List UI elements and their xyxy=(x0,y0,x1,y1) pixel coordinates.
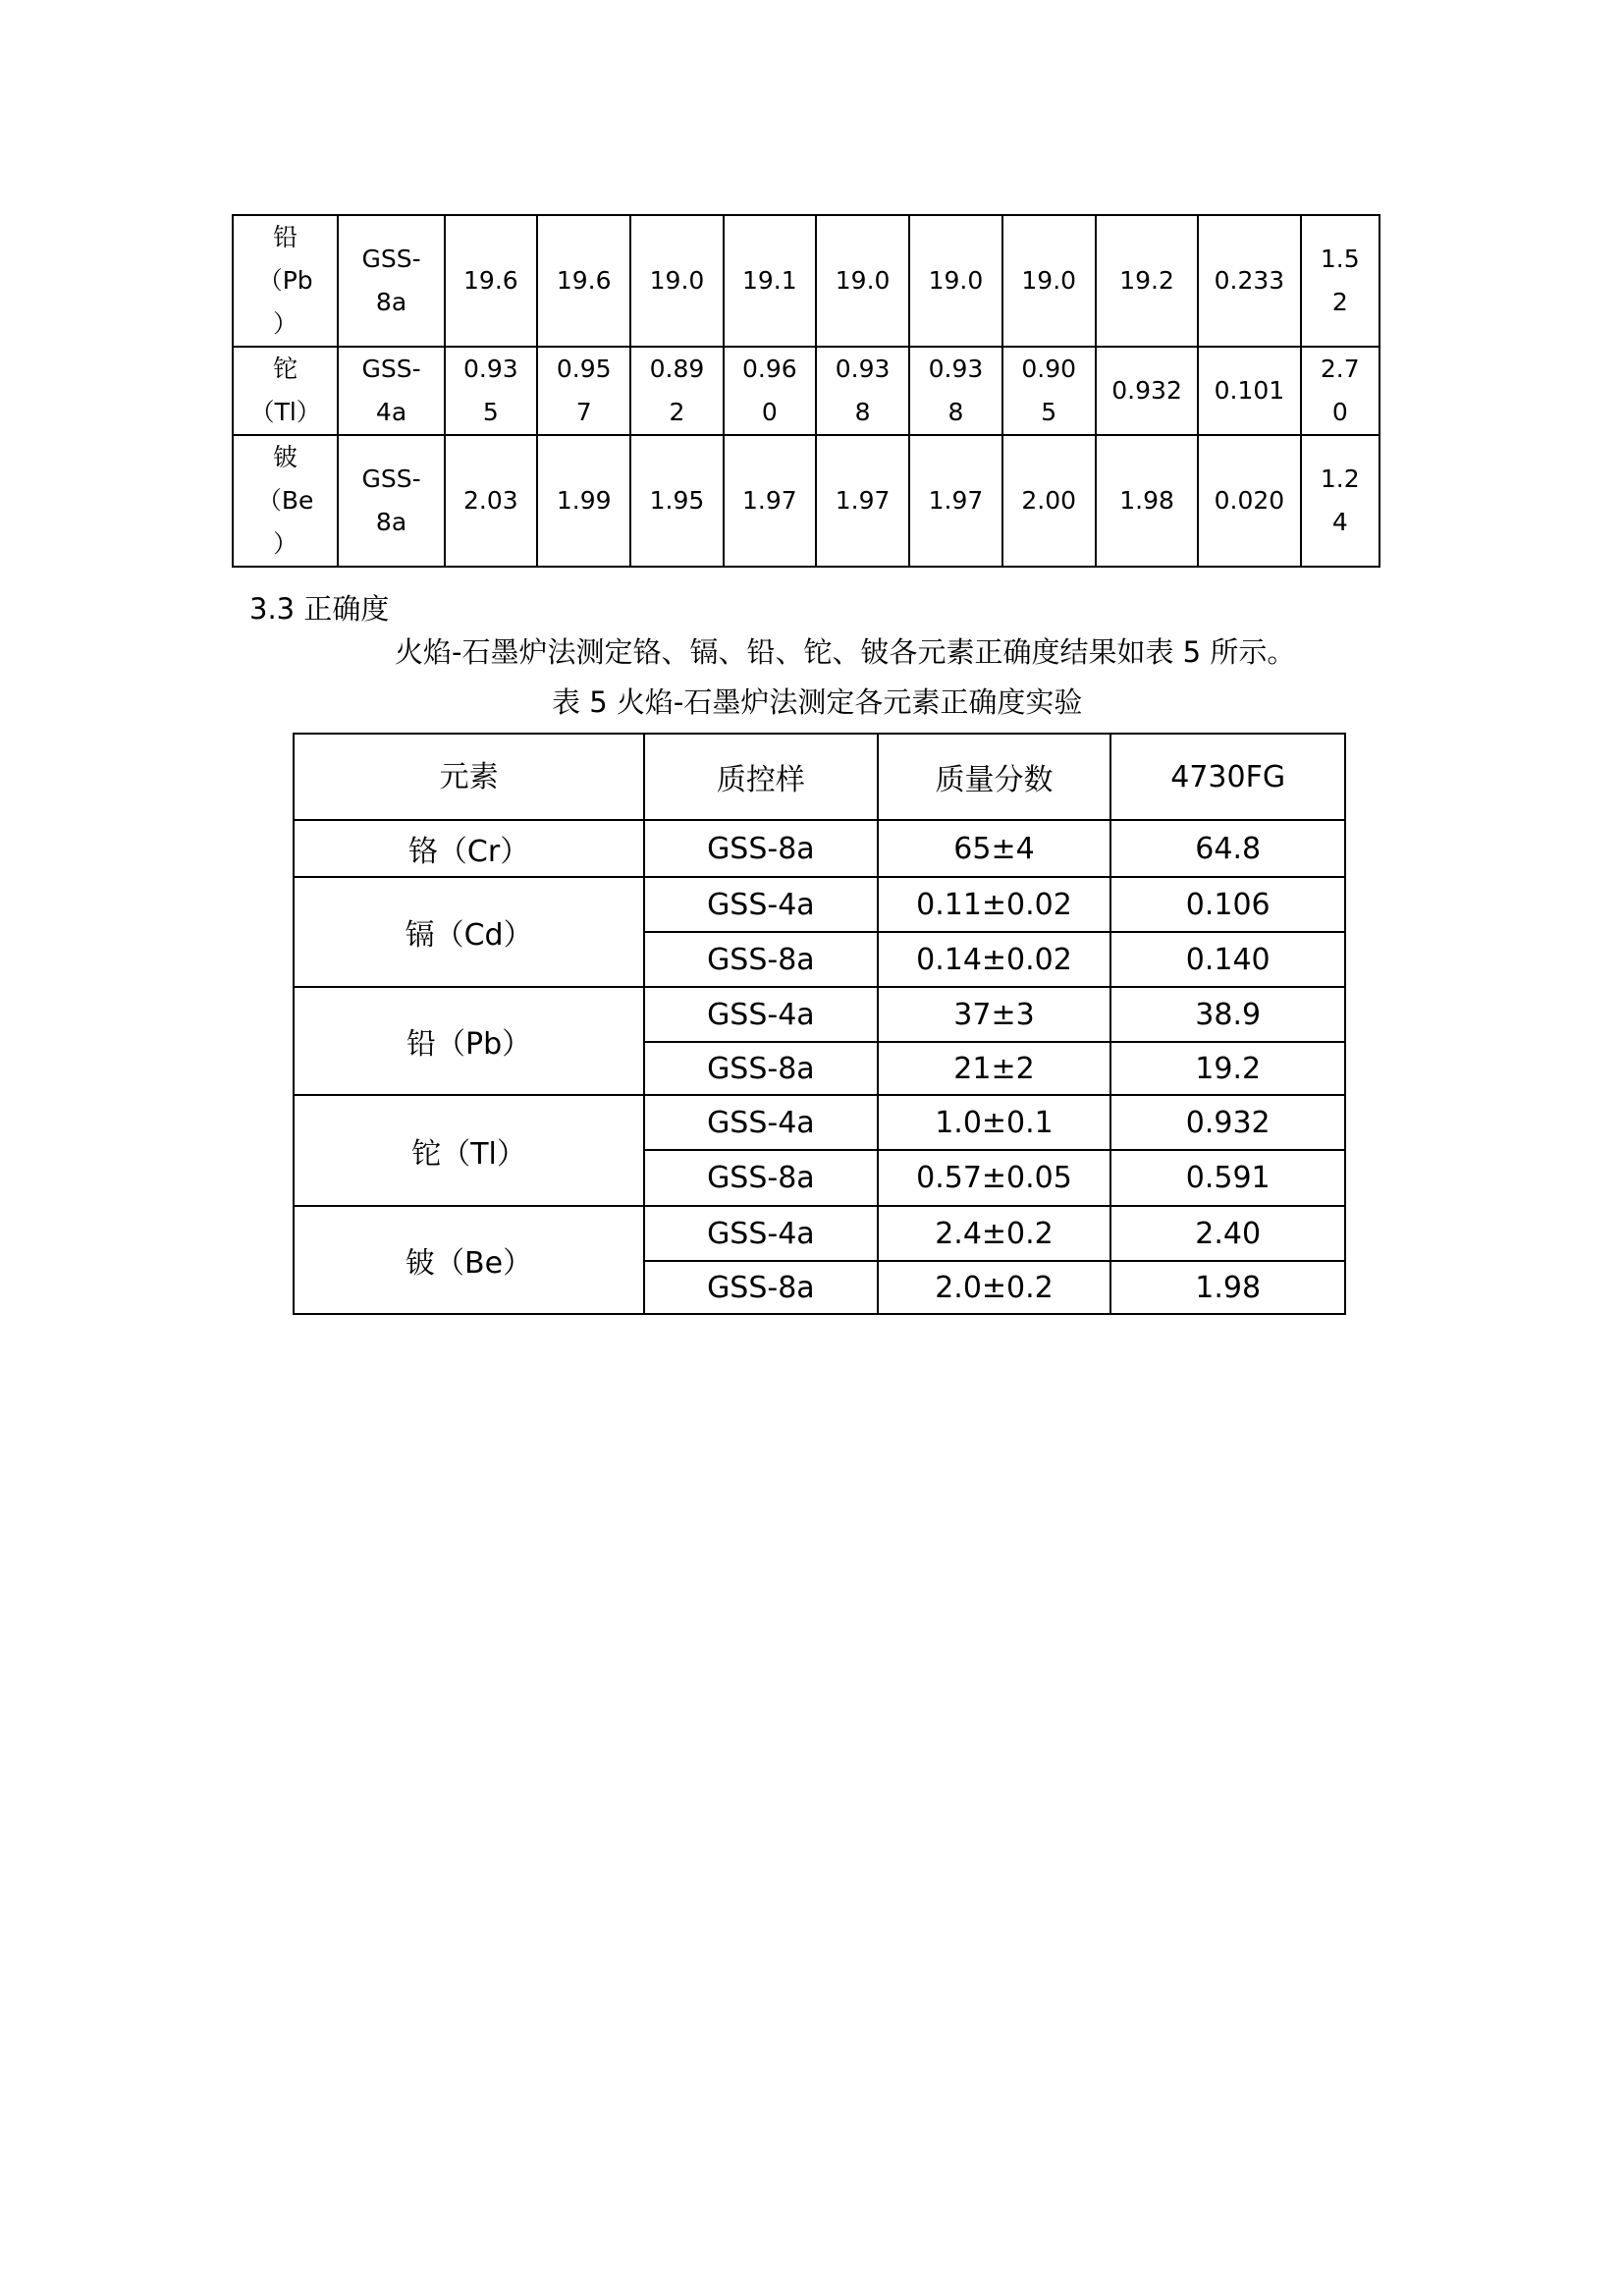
table-cell: 0.93 8 xyxy=(816,347,909,435)
table-cell: 0.233 xyxy=(1198,215,1300,347)
table-cell: 0.57±0.05 xyxy=(878,1150,1111,1206)
element-cell: 铅（Pb） xyxy=(294,987,644,1095)
table-cell: 19.0 xyxy=(816,215,909,347)
table-cell: 2.7 0 xyxy=(1301,347,1380,435)
table-cell: 19.6 xyxy=(537,215,630,347)
header-cell: 4730FG xyxy=(1110,734,1345,820)
table-cell: GSS-8a xyxy=(644,1150,877,1206)
table-cell: 2.4±0.2 xyxy=(878,1206,1111,1261)
table-cell: 0.932 xyxy=(1096,347,1198,435)
precision-table xyxy=(232,214,1380,568)
table-cell: 21±2 xyxy=(878,1042,1111,1095)
table-cell: 1.5 2 xyxy=(1301,215,1380,347)
table-row xyxy=(233,347,1380,435)
element-cell: 铊（Tl） xyxy=(294,1095,644,1206)
table-cell: 37±3 xyxy=(878,987,1111,1042)
table-cell: 0.106 xyxy=(1110,877,1345,932)
header-cell: 质控样 xyxy=(644,734,877,820)
table-cell: 2.40 xyxy=(1110,1206,1345,1261)
table-cell: 2.03 xyxy=(445,435,537,567)
table-cell: 1.97 xyxy=(816,435,909,567)
table-cell: GSS- 4a xyxy=(338,347,444,435)
table-cell: 19.0 xyxy=(1002,215,1096,347)
table-cell: 2.00 xyxy=(1002,435,1096,567)
element-cell: 铬（Cr） xyxy=(294,820,644,877)
table-cell: 铅 （Pb ） xyxy=(233,215,338,347)
table-row xyxy=(294,877,1345,932)
table-cell: 1.95 xyxy=(630,435,723,567)
table-cell: 0.140 xyxy=(1110,932,1345,987)
section-heading: 3.3 正确度 xyxy=(249,592,390,626)
table-cell: 19.6 xyxy=(445,215,537,347)
table-row xyxy=(294,1095,1345,1150)
table-cell: 1.98 xyxy=(1110,1261,1345,1314)
table-cell: GSS-8a xyxy=(644,1261,877,1314)
table-cell: GSS-4a xyxy=(644,1095,877,1150)
table-cell: 0.90 5 xyxy=(1002,347,1096,435)
table-cell: GSS-4a xyxy=(644,987,877,1042)
table-cell: 38.9 xyxy=(1110,987,1345,1042)
table-cell: GSS-8a xyxy=(644,1042,877,1095)
table-cell: 19.2 xyxy=(1110,1042,1345,1095)
table-row xyxy=(233,215,1380,347)
element-cell: 镉（Cd） xyxy=(294,877,644,987)
table-cell: 0.101 xyxy=(1198,347,1300,435)
header-cell: 元素 xyxy=(294,734,644,820)
table-cell: 0.591 xyxy=(1110,1150,1345,1206)
table-cell: 19.0 xyxy=(630,215,723,347)
accuracy-table xyxy=(293,733,1346,1315)
table-cell: 19.1 xyxy=(724,215,816,347)
table-cell: 铍 （Be ） xyxy=(233,435,338,567)
table-row xyxy=(294,820,1345,877)
table-cell: 0.89 2 xyxy=(630,347,723,435)
table-cell: 0.020 xyxy=(1198,435,1300,567)
table-cell: GSS- 8a xyxy=(338,215,444,347)
table-cell: 0.96 0 xyxy=(724,347,816,435)
table-cell: GSS-4a xyxy=(644,877,877,932)
table-cell: 1.97 xyxy=(724,435,816,567)
table-cell: 0.932 xyxy=(1110,1095,1345,1150)
table-cell: 1.2 4 xyxy=(1301,435,1380,567)
table-cell: 2.0±0.2 xyxy=(878,1261,1111,1314)
table-cell: 1.0±0.1 xyxy=(878,1095,1111,1150)
table-cell: 0.93 8 xyxy=(909,347,1001,435)
table-cell: GSS-8a xyxy=(644,932,877,987)
table-cell: 铊 （Tl） xyxy=(233,347,338,435)
table-row xyxy=(294,987,1345,1042)
table-row xyxy=(294,1206,1345,1261)
table-cell: 19.2 xyxy=(1096,215,1198,347)
table-cell: 0.95 7 xyxy=(537,347,630,435)
table-cell: 1.99 xyxy=(537,435,630,567)
table-cell: 0.11±0.02 xyxy=(878,877,1111,932)
body-paragraph: 火焰-石墨炉法测定铬、镉、铅、铊、铍各元素正确度结果如表 5 所示。 xyxy=(395,635,1296,669)
table-cell: GSS- 8a xyxy=(338,435,444,567)
element-cell: 铍（Be） xyxy=(294,1206,644,1314)
table-cell: 1.98 xyxy=(1096,435,1198,567)
table-caption: 表 5 火焰-石墨炉法测定各元素正确度实验 xyxy=(552,685,1083,719)
table-cell: GSS-8a xyxy=(644,820,877,877)
table-cell: 65±4 xyxy=(878,820,1111,877)
table-cell: 1.97 xyxy=(909,435,1001,567)
table-cell: 0.93 5 xyxy=(445,347,537,435)
header-cell: 质量分数 xyxy=(878,734,1111,820)
table-row xyxy=(233,435,1380,567)
table-cell: GSS-4a xyxy=(644,1206,877,1261)
table-cell: 64.8 xyxy=(1110,820,1345,877)
table-cell: 19.0 xyxy=(909,215,1001,347)
table-header-row xyxy=(294,734,1345,820)
table-cell: 0.14±0.02 xyxy=(878,932,1111,987)
